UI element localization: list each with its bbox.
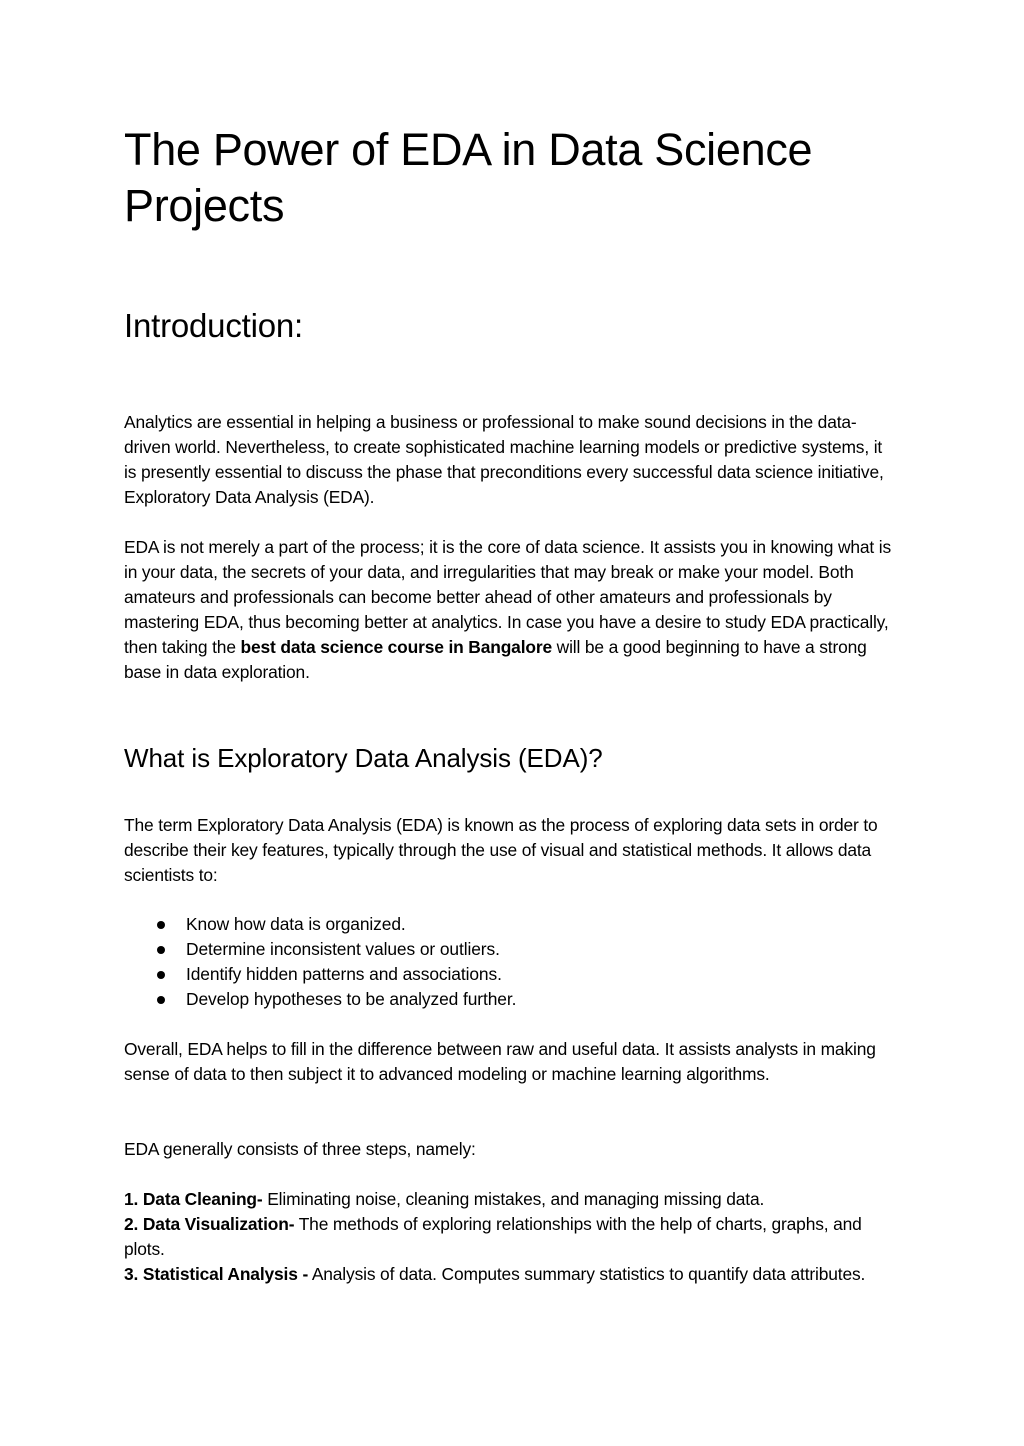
what-is-eda-paragraph-2: Overall, EDA helps to fill in the difference between raw and useful data. It assists analysts in making sense of data to then subject it to advanced modeling or machine learning algorithms.: [124, 1039, 876, 1084]
step-label: 2. Data Visualization-: [124, 1214, 295, 1234]
list-item: [124, 962, 516, 987]
introduction-paragraph-2: [124, 535, 899, 685]
what-is-eda-paragraph-1: The term Exploratory Data Analysis (EDA) is known as the process of exploring data sets in order to describe their key features, typically through the use of visual and statistical methods. It allows data scientists to:: [124, 815, 878, 885]
bullet-icon: [157, 946, 165, 954]
step-text: Analysis of data. Computes summary statistics to quantify data attributes.: [308, 1264, 866, 1284]
eda-steps-list: [124, 1187, 899, 1287]
introduction-paragraph-1: Analytics are essential in helping a business or professional to make sound decisions in the data-driven world. Nevertheless, to create sophisticated machine learning models or predictive systems, it is presently essential to discuss the phase that preconditions every successful data science initiative, Exploratory Data Analysis (EDA).: [124, 412, 884, 507]
list-item-text: Know how data is organized.: [186, 914, 406, 934]
list-item-text: Develop hypotheses to be analyzed further.: [186, 989, 517, 1009]
list-item-text: Identify hidden patterns and associations.: [186, 964, 502, 984]
step-item: [124, 1187, 899, 1212]
step-text: Eliminating noise, cleaning mistakes, and managing missing data.: [262, 1189, 765, 1209]
intro-p2-text-after: will be a good beginning to have a strong base in data exploration.: [124, 637, 867, 682]
step-label: 1. Data Cleaning-: [124, 1189, 263, 1209]
what-is-eda-paragraph-3: EDA generally consists of three steps, namely:: [124, 1139, 476, 1159]
bullet-icon: [157, 996, 165, 1004]
step-label: 3. Statistical Analysis -: [124, 1264, 309, 1284]
step-item: [124, 1212, 899, 1262]
step-text: The methods of exploring relationships with the help of charts, graphs, and plots.: [124, 1214, 862, 1259]
document-title: The Power of EDA in Data Science Projects: [124, 124, 813, 231]
bullet-icon: [157, 921, 165, 929]
list-item-text: Determine inconsistent values or outliers.: [186, 939, 500, 959]
course-link-text: best data science course in Bangalore: [240, 637, 552, 657]
bullet-icon: [157, 971, 165, 979]
list-item: [124, 912, 516, 937]
intro-p2-text-before: EDA is not merely a part of the process; it is the core of data science. It assists you in knowing what is in your data, the secrets of your data, and irregularities that may break or make your model. Both amateurs and professionals can become better ahead of other amateurs and professionals by mastering EDA, thus becoming better at analytics. In case you have a desire to study EDA practically, then taking the: [124, 537, 892, 657]
list-item: [124, 937, 516, 962]
what-is-eda-heading: What is Exploratory Data Analysis (EDA)?: [124, 743, 603, 773]
step-item: [124, 1262, 899, 1287]
eda-benefits-list: [124, 912, 516, 1012]
introduction-heading: Introduction:: [124, 307, 304, 344]
list-item: [124, 987, 516, 1012]
